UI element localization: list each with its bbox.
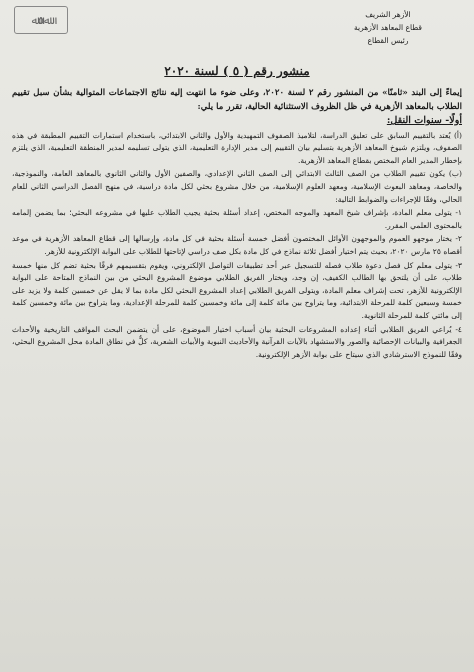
document-title: منشور رقم ( ٥ ) لسنة ٢٠٢٠ (164, 64, 310, 78)
list-item-2: ٢- يختار موجهو العموم والموجهون الأوائل المختصون أفضل خمسة أسئلة بحثية في كل مادة، وإرسالها إلى قطاع المعاهد الأزهرية في موعد أقصاه ٢٥ مارس ٢٠٢٠، بحيث يتم اختيار أفضل ثلاثة نماذج في كل مادة بكل صف دراسي لإتاحتها للطلاب على البوابة الإلكترونية للأزهر. (12, 234, 462, 256)
document-body (12, 86, 462, 362)
list-item-3: ٣- يتولى معلم كل فصل دعوة طلاب فصله للتسجيل عبر أحد تطبيقات التواصل الإلكتروني، ويقوم بتقسيمهم فرقًا بحثية تضم كل منها خمسة طلاب، على أن يلتحق بها الطالب الكفيف، إن وجد، ويختار الفريق الطلابي موضوع المشروع البحثي من بين النماذج المتاحة على البوابة الإلكترونية للأزهر، تحت إشراف معلم المادة، ويتولى الفريق الطلابي إعداد المشروع البحثي لكل مادة بما لا يقل عن خمسين كلمة ولا يزيد على خمسة وسبعين كلمة للمرحلة الابتدائية، وما يتراوح بين مائة كلمة إلى مائة وخمسين كلمة للمرحلة الإعدادية، وما يتراوح بين مائة وخمسين كلمة إلى مائتي كلمة للمرحلة الثانوية. (12, 260, 462, 320)
letterhead-line-sector: قطاع المعاهد الأزهرية (354, 23, 422, 32)
paragraph-b: (ب) يكون تقييم الطلاب من الصف الثالث الابتدائي إلى الصف الثاني الإعدادي، والصفين الأول والثاني الثانوي بالمعاهد العامة، والنموذجية، والخاصة، ومعاهد البعوث الإسلامية، ومعهد العلوم الإسلامية، من خلال مشروع بحثي لكل مادة دراسية، في منهج الفصل الدراسي الثاني للعام الحالي، وفقًا للإجراءات والضوابط التالية: (12, 169, 462, 204)
paragraph-a: (أ) يُعتد بالتقييم السابق على تعليق الدراسة، لتلاميذ الصفوف التمهيدية والأول والثاني الابتدائي، باستخدام استمارات التقييم المطبقة في هذه الصفوف، ويلتزم شيوخ المعاهد الأزهرية بتسليم بيان التقييم إلى مدير الإدارة التعليمية، الذي يتولى تسليمه لمدير المنطقة التعليمية، الذي يلتزم بإخطار المدير العام المختص بقطاع المعاهد الأزهرية. (12, 130, 462, 165)
list-item-1: ١- يتولى معلم المادة، بإشراف شيخ المعهد والموجه المختص، إعداد أسئلة بحثية يجيب الطلاب عليها في مشروعه البحثي؛ بما يضمن إلمامه بالمحتوى العلمي المقرر. (12, 208, 462, 230)
logo-stamp: ﷲ٥ﷲ (14, 6, 68, 34)
letterhead (318, 8, 458, 47)
letterhead-line-institution: الأزهر الشريف (365, 10, 411, 19)
intro-paragraph: إيماءً إلى البند «ثامنًا» من المنشور رقم ٢ لسنة ٢٠٢٠، وعلى ضوء ما انتهت إليه نتائج الاجتماعات المتوالية بشأن سبل تقييم الطلاب بالمعاهد الأزهرية في ظل الظروف الاستثنائية الحالية، تقرر ما يلي: (12, 88, 462, 112)
list-item-4: ٤- يُراعي الفريق الطلابي أثناء إعداده المشروعات البحثية بيان أسباب اختيار الموضوع، على أن يتضمن البحث المواقف التاريخية والأحداث الجغرافية والبيانات الإحصائية والصور والاستشهاد بالآيات القرآنية والأحاديث النبوية والأبيات الشعرية، كلٌّ في نطاق المادة محل المشروع البحثي، وفقًا للنموذج الاسترشادي الذي سيتاح على بوابة الأزهر الإلكترونية. (12, 324, 462, 359)
letterhead-line-position: رئيس القطاع (367, 36, 409, 45)
section-heading: أولًا- سنوات النقل: (386, 115, 462, 126)
